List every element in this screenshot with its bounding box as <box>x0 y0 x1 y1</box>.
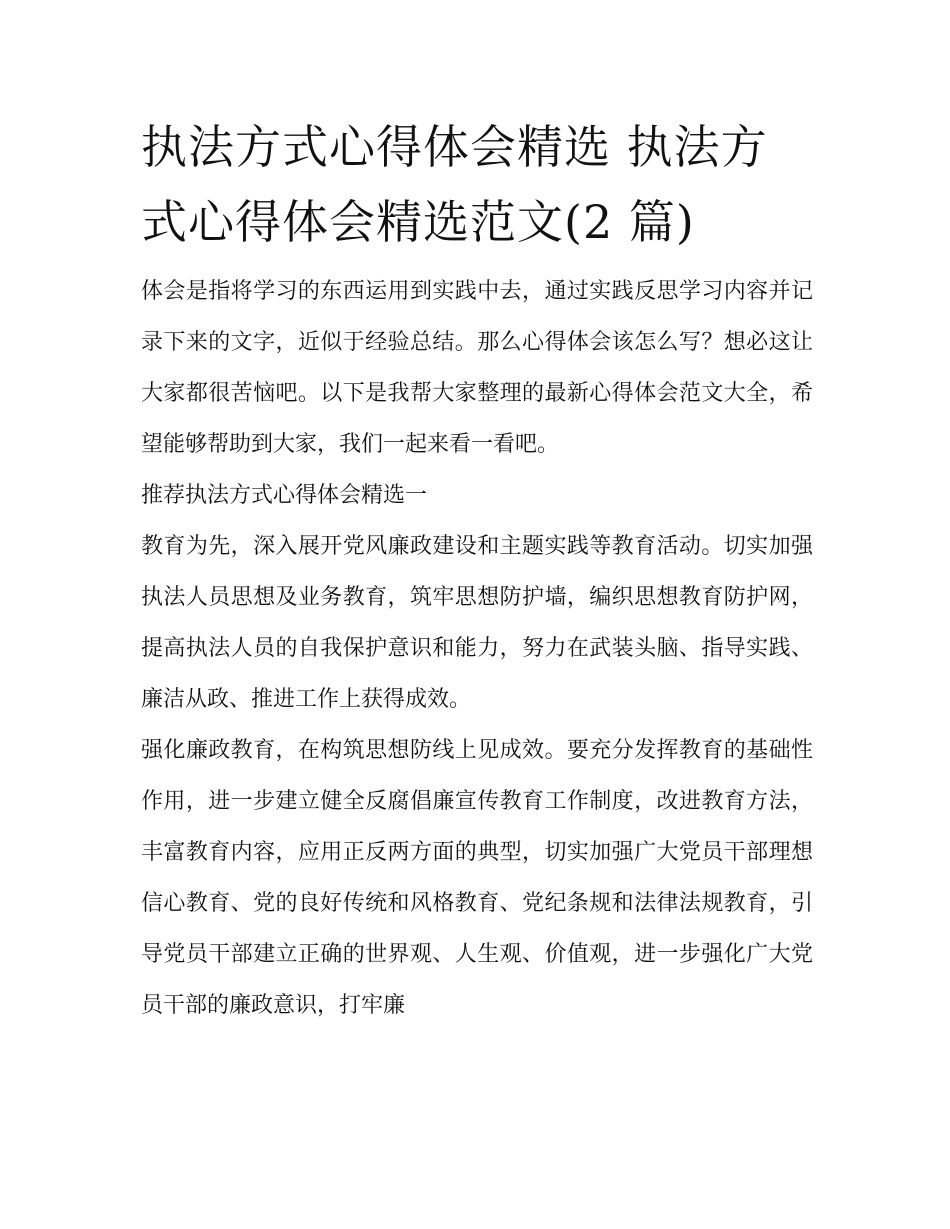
section-heading: 推荐执法方式心得体会精选一 <box>141 483 428 508</box>
intro-paragraph: 体会是指将学习的东西运用到实践中去，通过实践反思学习内容并记录下来的文字，近似于经验总结。那么心得体会该怎么写？想必这让大家都很苦恼吧。以下是我帮大家整理的最新心得体会范文大全，希望能够帮助到大家，我们一起来看一看吧。 <box>141 279 813 457</box>
body-paragraph-2: 强化廉政教育，在构筑思想防线上见成效。要充分发挥教育的基础性作用，进一步建立健全反腐倡廉宣传教育工作制度，改进教育方法，丰富教育内容，应用正反两方面的典型，切实加强广大党员干部理想信心教育、党的良好传统和风格教育、党纪条规和法律法规教育，引导党员干部建立正确的世界观、人生观、价值观，进一步强化广大党员干部的廉政意识，打牢廉 <box>141 738 813 1018</box>
document-title: 执法方式心得体会精选 执法方式心得体会精选范文(2 篇) <box>141 120 768 249</box>
body-paragraph-1: 教育为先，深入展开党风廉政建设和主题实践等教育活动。切实加强执法人员思想及业务教育，筑牢思想防护墙，编织思想教育防护网，提高执法人员的自我保护意识和能力，努力在武装头脑、指导实践、廉洁从政、推进工作上获得成效。 <box>141 534 813 712</box>
document-body <box>141 110 813 1031</box>
